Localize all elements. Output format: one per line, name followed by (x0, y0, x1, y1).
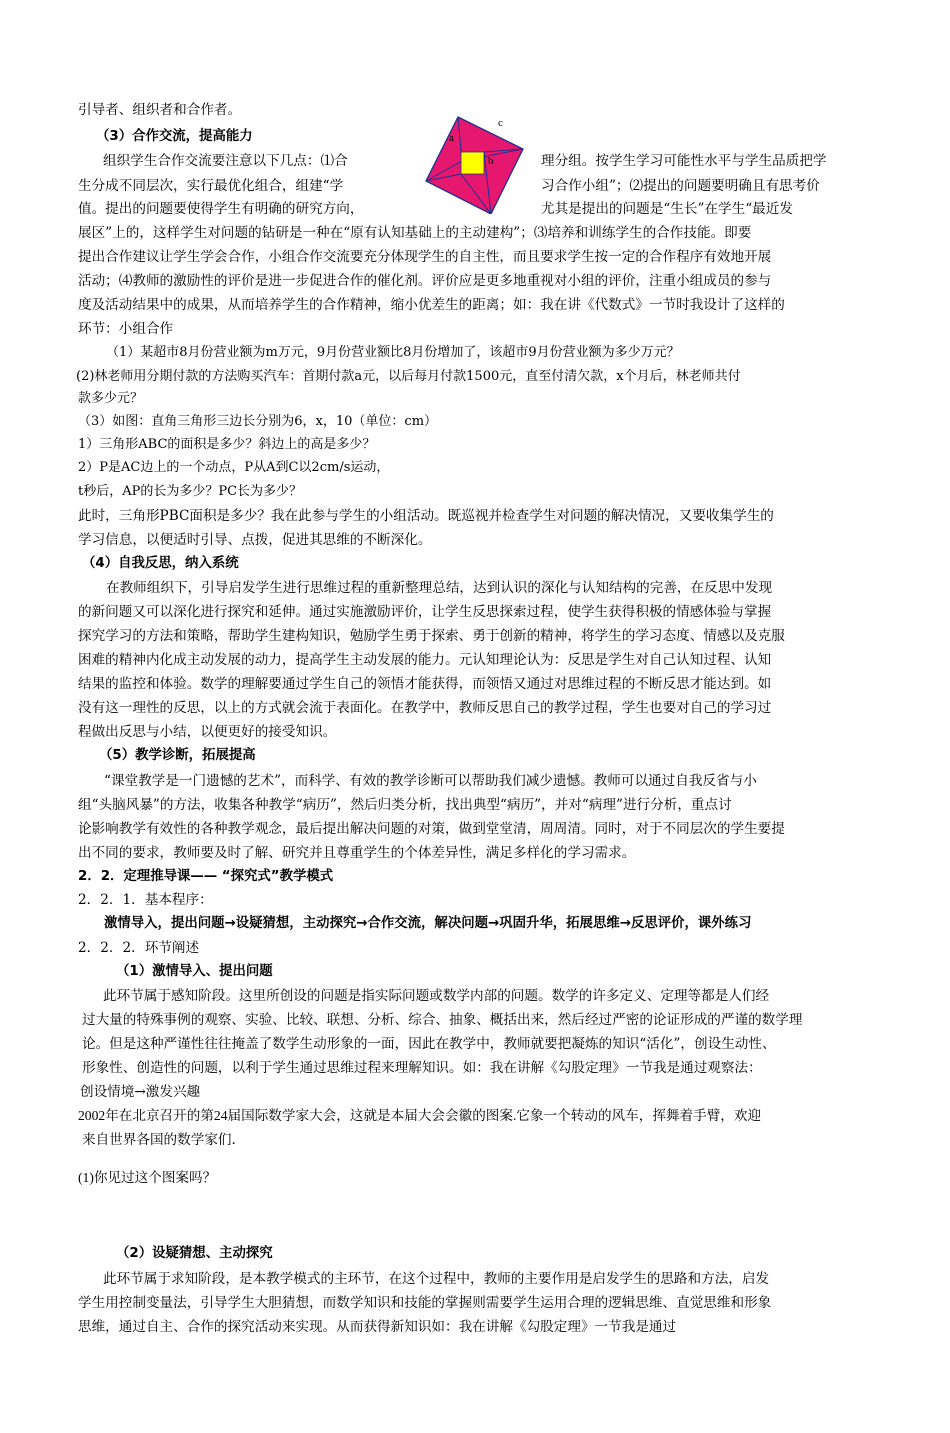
question-item: t秒后，AP的长为多少？PC长为多少？ (78, 484, 303, 499)
text-line: (1)你见过这个图案吗？ (78, 1170, 217, 1185)
text-line: 此环节属于感知阶段。这里所创设的问题是指实际问题或数学内部的问题。数学的许多定义、定理等都是人们经 (103, 988, 770, 1004)
text-line: 困难的精神内化成主动发展的动力，提高学生主动发展的能力。元认知理论认为：反思是学生对自己认知过程、认知 (78, 652, 772, 668)
text-line: 没有这一理性的反思，以上的方式就会流于表面化。在教学中，教师反思自己的教学过程，学生也要对自己的学习过 (78, 700, 772, 716)
text-line: 学生用控制变量法，引导学生大胆猜想，而数学知识和技能的掌握则需要学生运用合理的逻辑思维、直觉思维和形象 (78, 1295, 772, 1311)
text-line: 的新问题又可以深化进行探究和延伸。通过实施激励评价，让学生反思探索过程，使学生获得积极的情感体验与掌握 (78, 604, 772, 620)
question-item: (2)林老师用分期付款的方法购买汽车：首期付款a元，以后每月付款1500元，直至付清欠款，x个月后，林老师共付 (76, 369, 741, 384)
text-line: 引导者、组织者和合作者。 (78, 102, 242, 118)
inner-square (461, 152, 484, 174)
text-line: 形象性、创造性的问题，以利于学生通过思维过程来理解知识。如：我在讲解《勾股定理》一节我是通过观察法： (82, 1060, 762, 1076)
question-item: 款多少元？ (78, 391, 144, 406)
text-line: 展区”上的，这样学生对问题的钻研是一种在“原有认知基础上的主动建构”；⑶培养和训练学生的合作技能。即要 (78, 225, 752, 241)
section-heading: （3）合作交流，提高能力 (96, 129, 253, 144)
label-b: b (488, 155, 494, 167)
text-line: 过大量的特殊事例的观察、实验、比较、联想、分析、综合、抽象、概括出来，然后经过严密的论证形成的严谨的数学理 (82, 1012, 803, 1028)
text-line: 探究学习的方法和策略，帮助学生建构知识，勉励学生勇于探索、勇于创新的精神，将学生的学习态度、情感以及克服 (78, 628, 785, 644)
text-line: 环节：小组合作 (78, 321, 174, 337)
text-line: 组“头脑风暴”的方法，收集各种教学“病历”，然后归类分析，找出典型“病历”，并对“病理”进行分析，重点讨 (78, 797, 732, 813)
label-a: a (449, 132, 454, 144)
text-line: 2002年在北京召开的第24届国际数学家大会，这就是本届大会会徽的图案.它象一个转动的风车，挥舞着手臂，欢迎 (78, 1108, 762, 1123)
section-heading: 2．2．定理推导课—— “探究式”教学模式 (78, 869, 334, 884)
text-line: 论影响教学有效性的各种教学观念，最后提出解决问题的对策，做到堂堂清，周周清。同时，对于不同层次的学生要提 (78, 821, 785, 837)
question-item: （3）如图：直角三角形三边长分别为6，x，10（单位：cm） (78, 414, 438, 429)
text-line: 来自世界各国的数学家们. (82, 1132, 236, 1148)
text-line: 习合作小组”；⑵提出的问题要明确且有思考价 (541, 178, 820, 194)
text-line: 组织学生合作交流要注意以下几点：⑴合 (103, 153, 348, 169)
text-line: 此时，三角形PBC面积是多少？我在此参与学生的小组活动。既巡视并检查学生对问题的解决情况，又要收集学生的 (78, 508, 774, 524)
section-heading: （5）教学诊断，拓展提高 (99, 748, 256, 763)
text-line: 理分组。按学生学习可能性水平与学生品质把学 (541, 153, 827, 169)
text-line: 度及活动结果中的成果，从而培养学生的合作精神，缩小优差生的距离；如：我在讲《代数式》一节时我设计了这样的 (78, 297, 785, 313)
label-c: c (498, 117, 503, 129)
text-line: “课堂教学是一门遗憾的艺术”，而科学、有效的教学诊断可以帮助我们减少遗憾。教师可以通过自我反省与小 (104, 773, 757, 789)
section-heading: （2）设疑猜想、主动探究 (116, 1246, 273, 1261)
text-line: 结果的监控和体验。数学的理解要通过学生自己的领悟才能获得，而领悟又通过对思维过程的不断反思才能达到。如 (78, 676, 772, 692)
question-item: 2）P是AC边上的一个动点，P从A到C以2cm/s运动， (78, 460, 390, 475)
text-line: 程做出反思与小结，以便更好的接受知识。 (78, 724, 337, 740)
text-line: 学习信息，以便适时引导、点拨，促进其思维的不断深化。 (78, 532, 432, 548)
text-line: 值。提出的问题要使得学生有明确的研究方向， (78, 201, 364, 217)
pythagoras-square-diagram (418, 114, 533, 214)
text-line: 活动；⑷教师的激励性的评价是进一步促进合作的催化剂。评价应是更多地重视对小组的评价，注重小组成员的参与 (78, 273, 772, 289)
text-line: 思维，通过自主、合作的探究活动来实现。从而获得新知识如：我在讲解《勾股定理》一节我是通过 (78, 1319, 677, 1335)
text-line: 在教师组织下，引导启发学生进行思维过程的重新整理总结，达到认识的深化与认知结构的完善，在反思中发现 (106, 580, 773, 596)
text-line: 创设情境→激发兴趣 (80, 1084, 201, 1100)
text-line: 2．2．1．基本程序： (78, 892, 213, 908)
question-item: （1）某超市8月份营业额为m万元，9月份营业额比8月份增加了，该超市9月份营业额为多少万元？ (106, 345, 680, 360)
program-flow: 激情导入，提出问题→设疑猜想，主动探究→合作交流，解决问题→巩固升华，拓展思维→反思评价，课外练习 (104, 916, 752, 931)
text-line: 此环节属于求知阶段，是本教学模式的主环节，在这个过程中，教师的主要作用是启发学生的思路和方法，启发 (103, 1271, 770, 1287)
section-heading: （1）激情导入、提出问题 (116, 964, 273, 979)
text-line: 尤其是提出的问题是“生长”在学生“最近发 (541, 201, 793, 217)
text-line: 论。但是这种严谨性往往掩盖了数学生动形象的一面，因此在教学中，教师就要把凝炼的知识“活化”，创设生动性、 (82, 1036, 776, 1052)
text-line: 出不同的要求，教师要及时了解、研究并且尊重学生的个体差异性，满足多样化的学习需求。 (78, 845, 636, 861)
text-line: 2．2．2．环节阐述 (78, 940, 200, 956)
text-line: 提出合作建议让学生学会合作，小组合作交流要充分体现学生的自主性，而且要求学生按一定的合作程序有效地开展 (78, 249, 772, 265)
question-item: 1）三角形ABC的面积是多少？斜边上的高是多少？ (78, 437, 376, 452)
text-line: 生分成不同层次，实行最优化组合，组建“学 (78, 178, 344, 194)
section-heading: （4）自我反思，纳入系统 (82, 556, 239, 571)
